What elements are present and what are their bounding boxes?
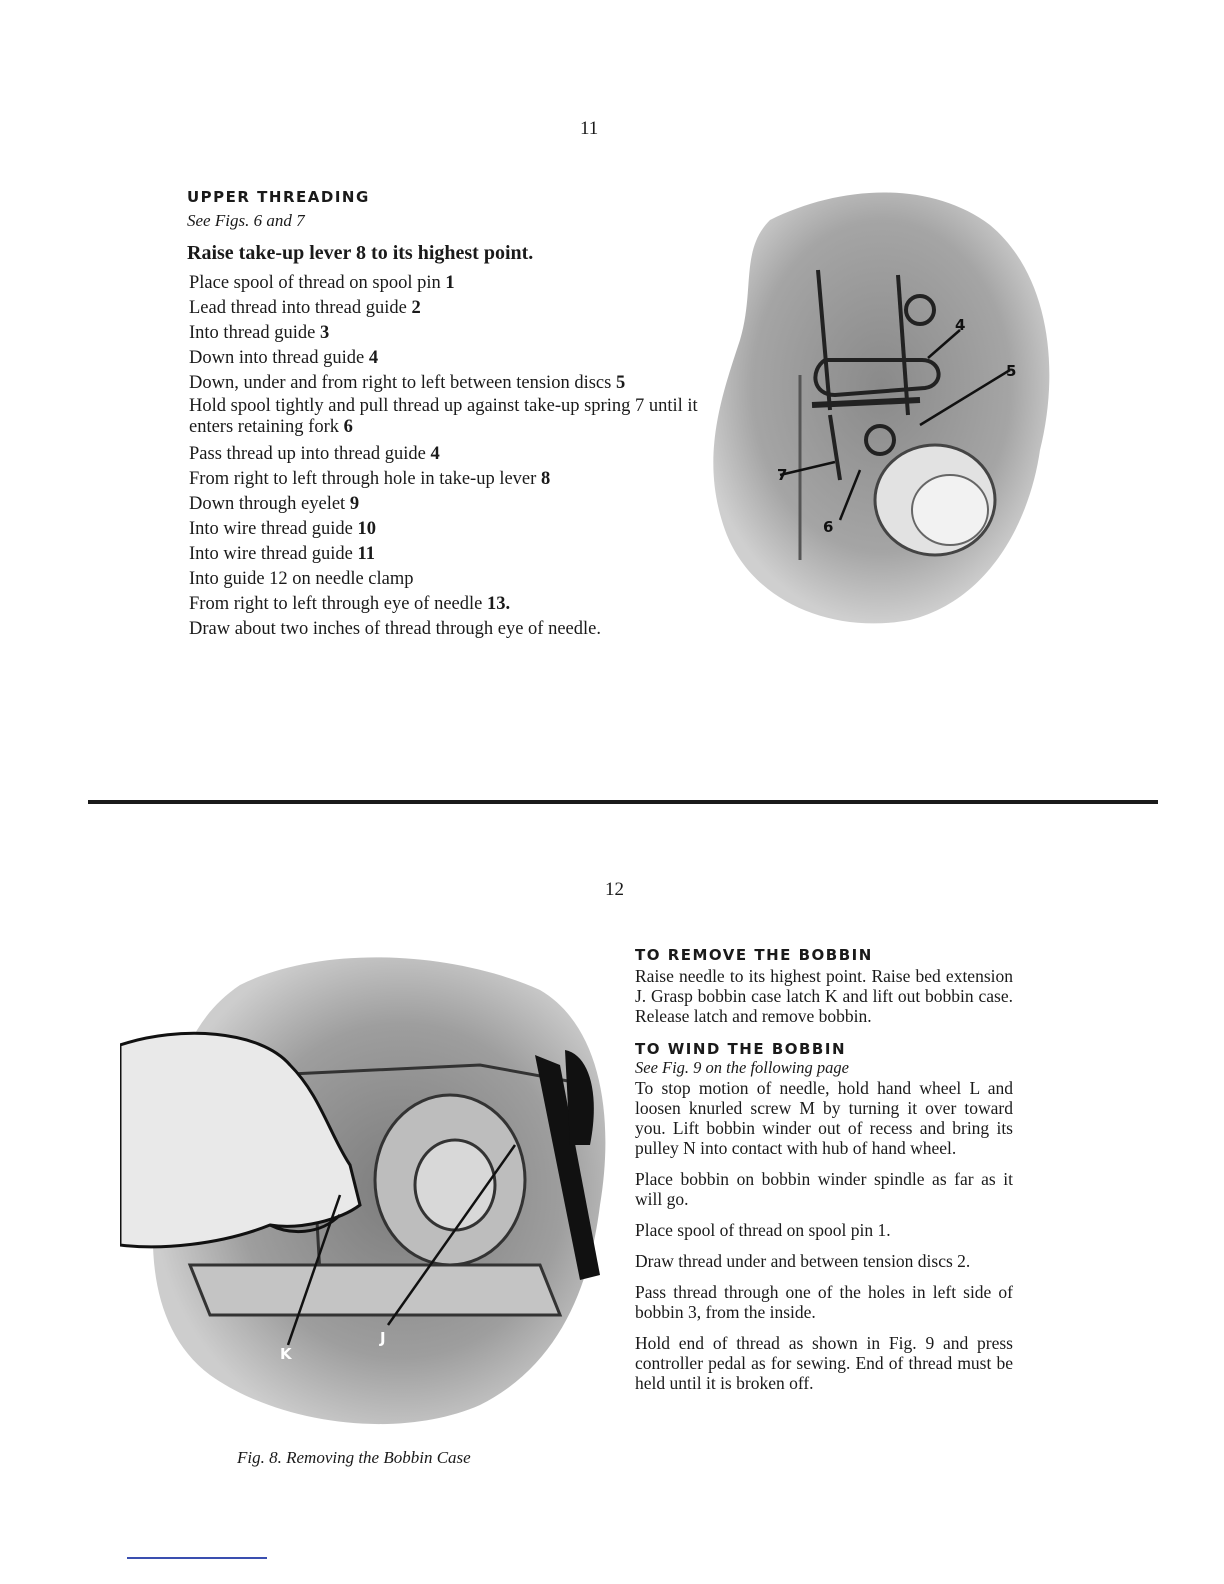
tension-dial-face — [912, 475, 988, 545]
step-item: Down through eyelet 9 — [189, 494, 360, 514]
step-item: From right to left through eye of needle 13. — [189, 594, 511, 614]
threading-steps-list — [189, 271, 714, 642]
step-item: Lead thread into thread guide 2 — [189, 298, 421, 318]
step-item: Into wire thread guide 11 — [189, 544, 375, 564]
bobbin-text-column — [635, 946, 1013, 1404]
see-fig-9-note: See Fig. 9 on the following page — [635, 1058, 850, 1077]
figure-label-4: 4 — [955, 316, 966, 334]
wind-paragraph: Draw thread under and between tension discs 2. — [635, 1251, 971, 1271]
step-item: Draw about two inches of thread through eye of needle. — [189, 619, 601, 639]
page-divider-rule — [88, 800, 1158, 804]
page-number-bottom: 12 — [605, 879, 624, 900]
step-item: Into guide 12 on needle clamp — [189, 569, 414, 589]
wind-paragraph: Place bobbin on bobbin winder spindle as far as it will go. — [635, 1169, 1013, 1209]
figure-label-J: J — [380, 1329, 386, 1347]
see-figs-note: See Figs. 6 and 7 — [187, 211, 305, 230]
figure-label-6: 6 — [823, 518, 834, 536]
page-number-top: 11 — [580, 118, 599, 139]
wind-paragraph: Pass thread through one of the holes in left side of bobbin 3, from the inside. — [635, 1282, 1013, 1322]
step-item: Hold spool tightly and pull thread up against take-up spring 7 until it enters retaining fork 6 — [189, 396, 698, 437]
remove-bobbin-paragraph: Raise needle to its highest point. Raise bed extension J. Grasp bobbin case latch K and lift out bobbin case. Release latch and remove bobbin. — [635, 966, 1013, 1026]
section-title-remove-bobbin: TO REMOVE THE BOBBIN — [635, 946, 873, 964]
step-item: Down into thread guide 4 — [189, 348, 379, 368]
wind-paragraph: Hold end of thread as shown in Fig. 9 and press controller pedal as for sewing. End of thread must be held until it is broken off. — [635, 1333, 1013, 1393]
step-item: Place spool of thread on spool pin 1 — [189, 273, 455, 293]
wind-paragraph: To stop motion of needle, hold hand wheel L and loosen knurled screw M by turning it over toward you. Lift bobbin winder out of recess and bring its pulley N into contact with hub of hand wheel. — [635, 1078, 1013, 1158]
figure-label-5: 5 — [1006, 362, 1017, 380]
step-item: Into wire thread guide 10 — [189, 519, 376, 539]
footer-rule — [127, 1557, 267, 1559]
figure-label-K: K — [280, 1345, 292, 1363]
bobbin-case-illustration — [120, 945, 620, 1440]
instruction-raise-lever: Raise take-up lever 8 to its highest point. — [187, 242, 534, 264]
figure-label-7: 7 — [777, 466, 788, 484]
step-item: Pass thread up into thread guide 4 — [189, 444, 440, 464]
upper-threading-illustration — [700, 180, 1060, 630]
figure-caption: Fig. 8. Removing the Bobbin Case — [237, 1448, 471, 1467]
step-item: Into thread guide 3 — [189, 323, 330, 343]
section-title-wind-bobbin: TO WIND THE BOBBIN — [635, 1040, 846, 1058]
shaded-background-blob — [713, 193, 1049, 624]
wind-paragraph: Place spool of thread on spool pin 1. — [635, 1220, 891, 1240]
step-item: Down, under and from right to left between tension discs 5 — [189, 373, 626, 393]
step-item: From right to left through hole in take-up lever 8 — [189, 469, 551, 489]
section-title-upper-threading: UPPER THREADING — [187, 188, 370, 206]
